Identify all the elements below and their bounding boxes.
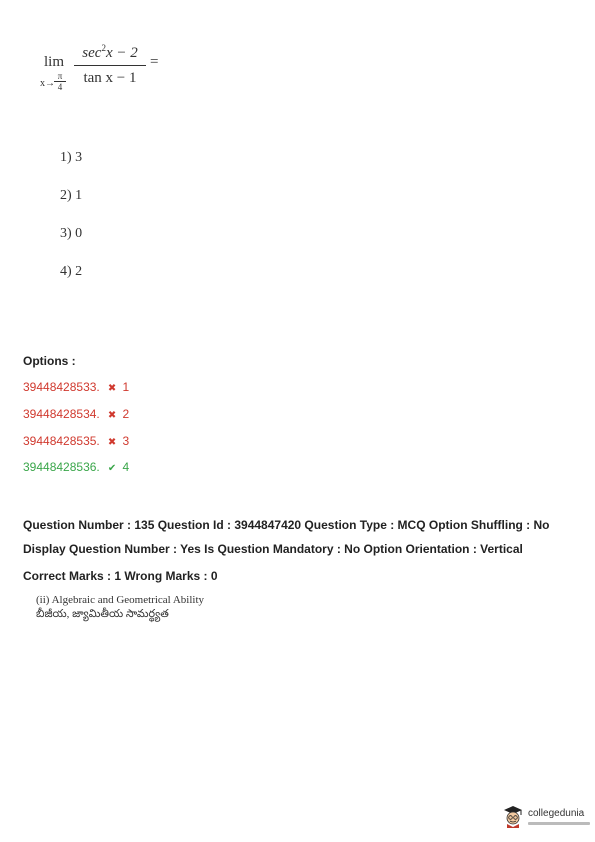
option-row [23, 380, 129, 394]
choice-item: 2) 1 [60, 188, 83, 203]
logo-brand-text: collegedunia [528, 808, 585, 819]
lim-operator: lim [44, 54, 65, 70]
equals-sign: = [150, 54, 159, 70]
option-row [23, 460, 129, 474]
option-value: 1 [122, 380, 130, 394]
main-fraction [74, 38, 146, 88]
option-value: 3 [122, 434, 130, 448]
question-meta-line-3: Correct Marks : 1 Wrong Marks : 0 [23, 569, 218, 583]
collegedunia-logo [502, 804, 590, 834]
option-value: 2 [122, 407, 130, 421]
options-title: Options : [23, 354, 76, 368]
check-icon: ✔ [107, 463, 117, 474]
cross-icon: ✖ [107, 410, 117, 421]
choice-item: 4) 2 [60, 264, 83, 279]
question-formula [40, 36, 200, 100]
section-heading-english: (ii) Algebraic and Geometrical Ability [36, 594, 205, 606]
section-heading [36, 594, 204, 621]
option-row [23, 434, 129, 448]
option-value: 4 [122, 460, 130, 474]
option-id: 39448428535. [23, 434, 100, 448]
section-heading-telugu: బీజీయ, జ్యామితీయ సామర్థ్యత [36, 608, 169, 620]
logo-tagline-bar [528, 822, 590, 825]
question-meta-line-1: Question Number : 135 Question Id : 3944847420 Question Type : MCQ Option Shuffling : No [23, 518, 550, 532]
fraction-denominator: tan x − 1 [83, 70, 137, 86]
graduate-mascot-icon [502, 804, 524, 828]
question-meta-line-2: Display Question Number : Yes Is Question Mandatory : No Option Orientation : Vertical [23, 542, 523, 556]
option-id: 39448428533. [23, 380, 100, 394]
choice-item: 3) 0 [60, 226, 83, 241]
cross-icon: ✖ [107, 383, 117, 394]
lim-subscript [40, 71, 72, 100]
choice-item: 1) 3 [60, 150, 83, 165]
fraction-bar [74, 65, 146, 66]
option-id: 39448428536. [23, 460, 100, 474]
pi-over-four: π 4 [54, 71, 66, 92]
option-id: 39448428534. [23, 407, 100, 421]
fraction-numerator: $\sec^2x - 2$ [82, 43, 138, 61]
cross-icon: ✖ [107, 437, 117, 448]
lim-arrow: x→ [40, 78, 55, 89]
option-row [23, 407, 129, 421]
